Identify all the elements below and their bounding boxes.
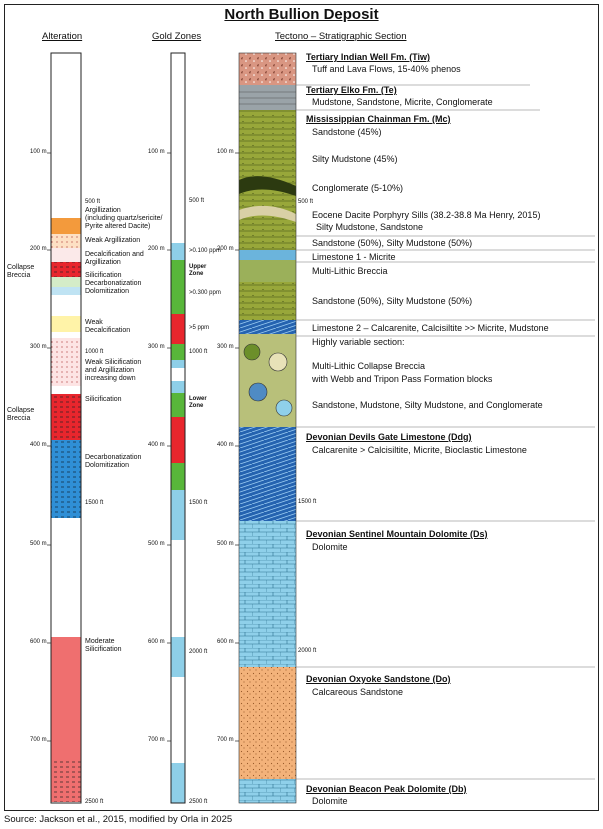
- alt-label-500ft: 500 ft: [85, 199, 101, 205]
- unit-ds-name: Devonian Sentinel Mountain Dolomite (Ds): [306, 529, 488, 539]
- gold-ft-1000: 1000 ft: [189, 349, 208, 355]
- alt-label-dolomitization: Dolomitization: [85, 288, 129, 295]
- alt-depth-400: 400 m: [30, 442, 47, 448]
- alteration-column: [51, 53, 81, 803]
- alt-label-moderate-2: Silicification: [85, 646, 122, 653]
- alt-depth-300: 300 m: [30, 344, 47, 350]
- gold-upper-zone: Upper Zone: [189, 264, 207, 277]
- mc-line-limestone-1: Limestone 1 - Micrite: [312, 252, 396, 262]
- unit-mc-name: Mississippian Chainman Fm. (Mc): [306, 114, 451, 124]
- alt-label-decarbonatization-lower: Decarbonatization: [85, 454, 142, 461]
- gold-ft-2000: 2000 ft: [189, 649, 208, 655]
- mc-line-sandstone-50-b: Sandstone (50%), Silty Mudstone (50%): [312, 296, 473, 306]
- unit-te-desc: Mudstone, Sandstone, Micrite, Conglomerate: [312, 97, 493, 107]
- unit-do-desc: Calcareous Sandstone: [312, 687, 404, 697]
- gold-depth-300: 300 m: [148, 344, 165, 350]
- alt-label-decalcification-weak: Decalcification: [85, 327, 131, 334]
- gold-depth-600: 600 m: [148, 639, 165, 645]
- mc-line-sandstone-50-a: Sandstone (50%), Silty Mudstone (50%): [312, 238, 473, 248]
- alt-label-decarbonatization: Decarbonatization: [85, 280, 142, 287]
- alt-label-silicification: Silicification: [85, 272, 122, 279]
- alt-label-weak-silicification: Weak Silicification: [85, 359, 142, 366]
- gold-depth-200: 200 m: [148, 246, 165, 252]
- gold-lower-zone: Lower Zone: [189, 396, 207, 409]
- mc-line-silty-mudstone: Silty Mudstone (45%): [312, 154, 398, 164]
- gold-ft-2500: 2500 ft: [189, 799, 208, 805]
- figure-title: North Bullion Deposit: [224, 6, 379, 23]
- strat-depth-600: 600 m: [217, 639, 234, 645]
- unit-tiw-name: Tertiary Indian Well Fm. (Tiw): [306, 52, 431, 62]
- strat-depth-200: 200 m: [217, 246, 234, 252]
- source-caption: Source: Jackson et al., 2015, modified by Orla in 2025: [4, 814, 233, 825]
- alt-label-decalcification: Decalcification and: [85, 251, 144, 258]
- mc-line-breccia: Multi-Lithic Breccia: [312, 266, 388, 276]
- strat-column-title: Tectono – Stratigraphic Section: [275, 31, 407, 42]
- gold-grade-0300: >0.300 ppm: [189, 290, 221, 296]
- gold-grade-5: >5 ppm: [189, 325, 210, 331]
- alt-label-1000ft: 1000 ft: [85, 349, 104, 355]
- strat-depth-300: 300 m: [217, 344, 234, 350]
- mc-line-webb-tripon: with Webb and Tripon Pass Formation blocks: [312, 374, 493, 384]
- alt-label-moderate: Moderate: [85, 638, 115, 645]
- strat-ft-2000: 2000 ft: [298, 648, 317, 654]
- mc-line-collapse-breccia: Multi-Lithic Collapse Breccia: [312, 361, 426, 371]
- mc-line-dacite-sills: Eocene Dacite Porphyry Sills (38.2-38.8 Ma Henry, 2015): [312, 210, 541, 220]
- alteration-column-title: Alteration: [42, 31, 83, 42]
- alt-label-weak-silicification-2: and Argillization: [85, 367, 135, 374]
- alt-depth-600: 600 m: [30, 639, 47, 645]
- gold-depth-100: 100 m: [148, 149, 165, 155]
- strat-ft-500: 500 ft: [298, 199, 314, 205]
- alt-depth-100: 100 m: [30, 149, 47, 155]
- gold-depth-400: 400 m: [148, 442, 165, 448]
- alt-label-argillization: Argillization: [85, 207, 121, 214]
- strat-column: [239, 53, 296, 803]
- gold-ft-1500: 1500 ft: [189, 500, 208, 506]
- unit-do-name: Devonian Oxyoke Sandstone (Do): [306, 674, 451, 684]
- alt-label-dolomitization-lower: Dolomitization: [85, 462, 129, 469]
- strat-depth-100: 100 m: [217, 149, 234, 155]
- gold-column: [171, 53, 185, 803]
- unit-tiw-desc: Tuff and Lava Flows, 15-40% phenos: [312, 64, 461, 74]
- unit-db-desc: Dolomite: [312, 796, 348, 806]
- alt-label-silicification-lower: Silicification: [85, 396, 122, 403]
- alt-depth-700: 700 m: [30, 737, 47, 743]
- alt-label-argillization-2: (including quartz/sericite/: [85, 215, 163, 222]
- gold-column-title: Gold Zones: [152, 31, 202, 42]
- strat-depth-700: 700 m: [217, 737, 234, 743]
- strat-ft-1500: 1500 ft: [298, 499, 317, 505]
- mc-line-limestone-2: Limestone 2 – Calcarenite, Calcisiltite >> Micrite, Mudstone: [312, 323, 549, 333]
- alt-label-argillization-3: Pyrite altered Dacite): [85, 223, 151, 230]
- unit-te-name: Tertiary Elko Fm. (Te): [306, 85, 397, 95]
- gold-grade-0100: >0.100 ppm: [189, 248, 221, 254]
- strat-depth-400: 400 m: [217, 442, 234, 448]
- mc-line-conglomerate: Conglomerate (5-10%): [312, 183, 404, 193]
- unit-db-name: Devonian Beacon Peak Dolomite (Db): [306, 784, 467, 794]
- alt-label-weak-silicification-3: increasing down: [85, 375, 136, 382]
- mc-line-highly-variable: Highly variable section:: [312, 337, 405, 347]
- gold-ft-500: 500 ft: [189, 198, 205, 204]
- gold-depth-700: 700 m: [148, 737, 165, 743]
- collapse-breccia-upper: Collapse Breccia: [7, 264, 35, 279]
- alt-label-1500ft: 1500 ft: [85, 500, 104, 506]
- alt-depth-200: 200 m: [30, 246, 47, 252]
- alt-label-decalcification-2: Argillization: [85, 259, 121, 266]
- unit-mc-desc: Sandstone (45%): [312, 127, 382, 137]
- unit-ddg-name: Devonian Devils Gate Limestone (Ddg): [306, 432, 472, 442]
- unit-ds-desc: Dolomite: [312, 542, 348, 552]
- collapse-breccia-lower: Collapse Breccia: [7, 407, 35, 422]
- alt-label-2500ft: 2500 ft: [85, 799, 104, 805]
- strat-depth-500: 500 m: [217, 541, 234, 547]
- gold-depth-500: 500 m: [148, 541, 165, 547]
- alt-depth-500: 500 m: [30, 541, 47, 547]
- mc-line-sandstone-mixed: Sandstone, Mudstone, Silty Mudstone, and Conglomerate: [312, 400, 543, 410]
- mc-line-silty-sandstone: Silty Mudstone, Sandstone: [316, 222, 424, 232]
- unit-ddg-desc: Calcarenite > Calcisiltite, Micrite, Bioclastic Limestone: [312, 445, 527, 455]
- alt-label-weak: Weak: [85, 319, 103, 326]
- alt-label-weak-argillization: Weak Argillization: [85, 237, 141, 244]
